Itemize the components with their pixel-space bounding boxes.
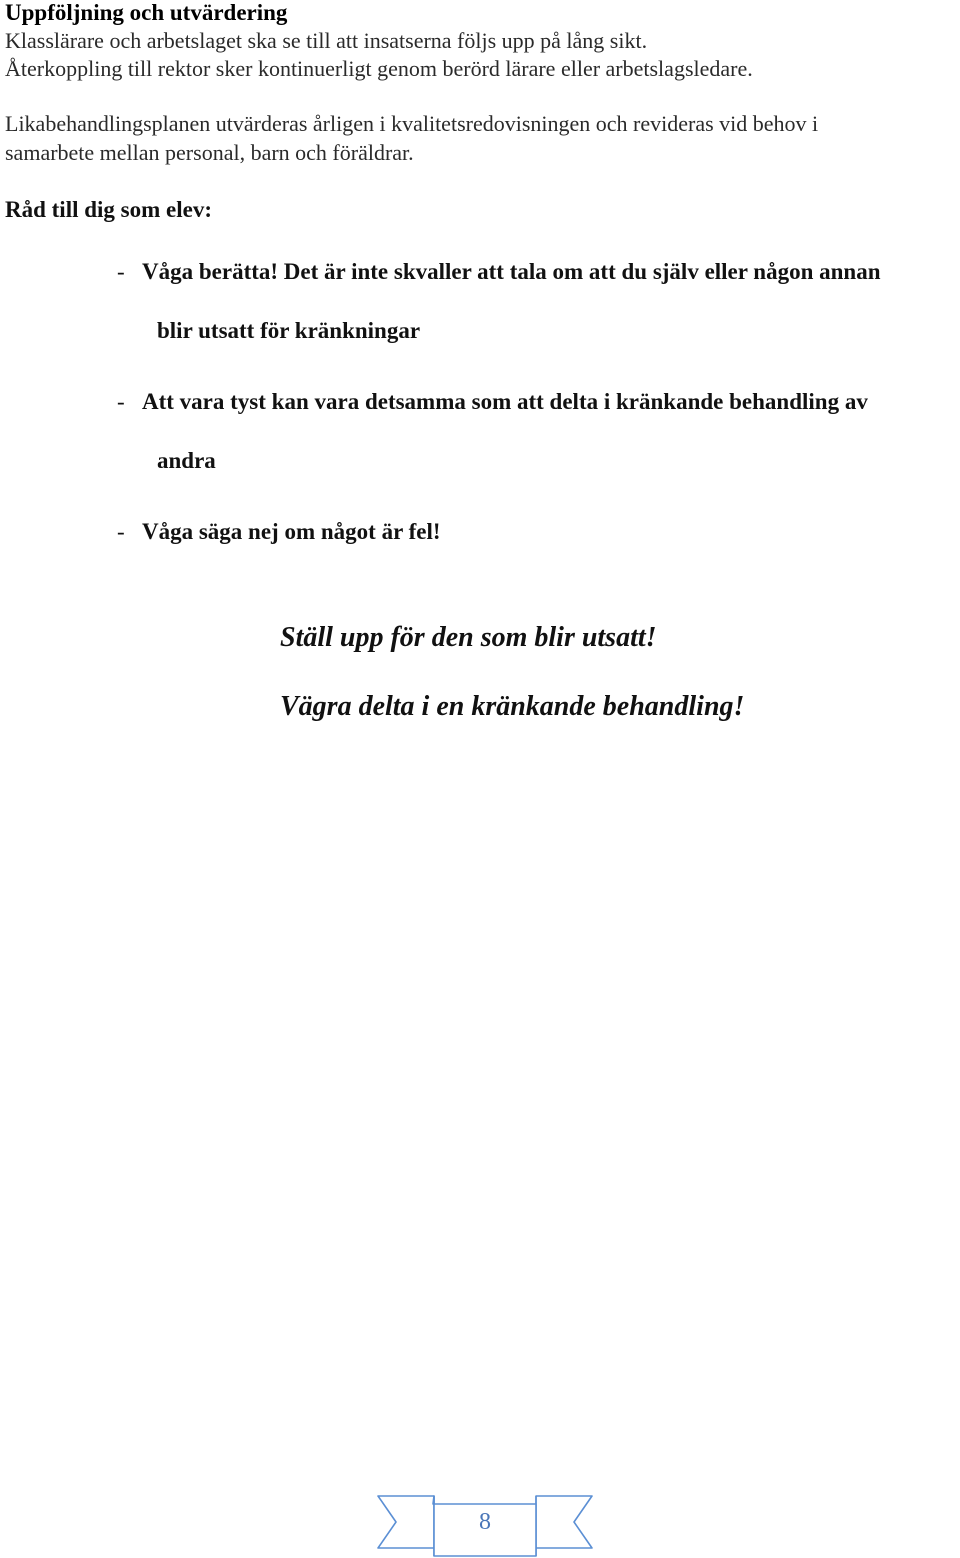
body-line: Klasslärare och arbetslaget ska se till att insatserna följs upp på lång sikt. — [5, 28, 648, 53]
page-number: 8 — [479, 1509, 491, 1535]
slogan-line: Ställ upp för den som blir utsatt! — [280, 622, 657, 653]
body-line: Återkoppling till rektor sker kontinuerligt genom berörd lärare eller arbetslagsledare. — [5, 56, 753, 81]
list-dash: - — [117, 389, 125, 414]
list-item-text: Våga berätta! Det är inte skvaller att tala om att du själv eller någon annan — [142, 259, 881, 284]
list-item-text-cont: andra — [157, 448, 216, 473]
list-dash: - — [117, 259, 125, 284]
paragraph-line: Likabehandlingsplanen utvärderas årligen i kvalitetsredovisningen och revideras vid behov i — [5, 111, 819, 136]
slogan-line: Vägra delta i en kränkande behandling! — [280, 691, 745, 722]
section-title: Uppföljning och utvärdering — [5, 0, 288, 25]
advice-heading: Råd till dig som elev: — [5, 197, 212, 222]
list-item-text-cont: blir utsatt för kränkningar — [157, 318, 421, 343]
list-item-text: Våga säga nej om något är fel! — [142, 519, 441, 544]
list-item-text: Att vara tyst kan vara detsamma som att delta i kränkande behandling av — [142, 389, 868, 414]
paragraph-line: samarbete mellan personal, barn och föräldrar. — [5, 140, 414, 165]
list-dash: - — [117, 519, 125, 544]
